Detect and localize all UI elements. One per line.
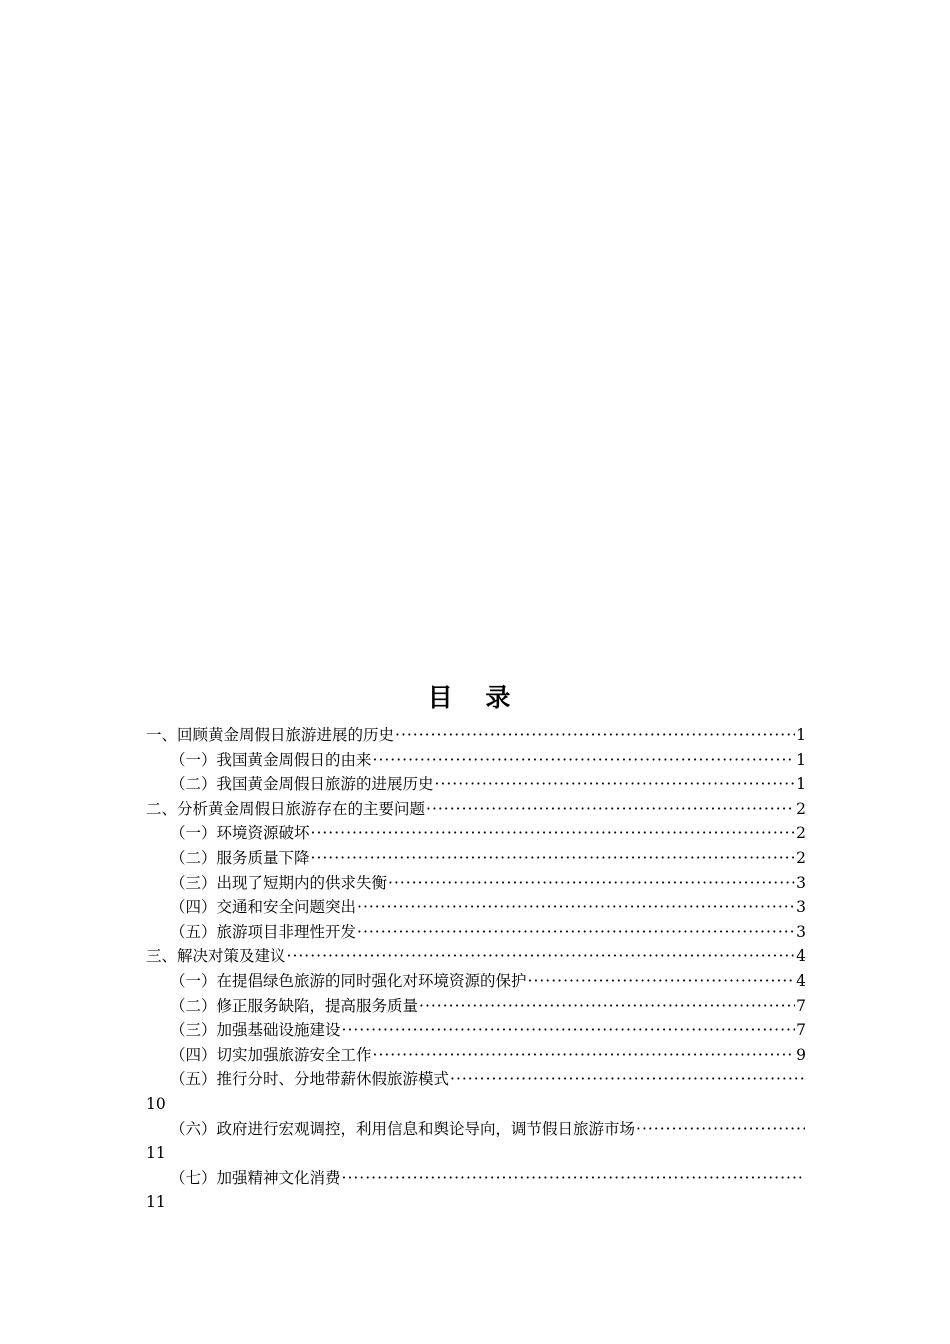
toc-entry-page: 1 xyxy=(796,750,806,769)
toc-entry[interactable] xyxy=(146,1043,806,1068)
toc-entry-label: （二）我国黄金周假日旅游的进展历史 xyxy=(170,775,434,794)
toc-entry[interactable] xyxy=(146,1117,806,1142)
toc-entry[interactable] xyxy=(146,723,806,748)
toc-entry-page: 11 xyxy=(146,1144,166,1163)
toc-entry-page: 1 xyxy=(796,726,806,744)
toc-entry-page: 7 xyxy=(796,996,806,1015)
toc-entry-page: 4 xyxy=(796,971,806,990)
toc-entry[interactable] xyxy=(146,748,806,773)
toc-entry[interactable] xyxy=(146,772,806,797)
toc-entry-label: 二、分析黄金周假日旅游存在的主要问题 xyxy=(146,799,426,818)
toc-entry[interactable] xyxy=(146,1067,806,1092)
toc-entry-page: 3 xyxy=(796,898,806,917)
toc-entry-label: （五）旅游项目非理性开发 xyxy=(170,922,357,941)
dot-leader xyxy=(357,920,795,945)
dot-leader xyxy=(373,748,796,773)
dot-leader xyxy=(287,944,796,969)
toc-entry[interactable] xyxy=(146,797,806,822)
toc-entry-label: （四）切实加强旅游安全工作 xyxy=(170,1045,372,1064)
toc-entry-page: 2 xyxy=(796,824,806,843)
toc-entry-page: 11 xyxy=(146,1193,166,1212)
toc-entry-page: 1 xyxy=(796,775,806,794)
toc-entry-label: 一、回顾黄金周假日旅游进展的历史 xyxy=(146,726,395,744)
toc-entry-page: 10 xyxy=(146,1094,166,1113)
toc-entry-page: 4 xyxy=(796,947,806,966)
toc-entry[interactable] xyxy=(146,871,806,896)
dot-leader xyxy=(342,1018,796,1043)
toc-entry[interactable] xyxy=(146,969,806,994)
toc-entry-label: （三）加强基础设施建设 xyxy=(170,1021,341,1040)
toc-entry-label: （六）政府进行宏观调控，利用信息和舆论导向，调节假日旅游市场 xyxy=(170,1119,636,1138)
toc-entry-label: （七）加强精神文化消费 xyxy=(170,1168,341,1187)
dot-leader xyxy=(311,846,796,871)
toc-entry-label: 三、解决对策及建议 xyxy=(146,947,286,966)
toc-entry-page: 2 xyxy=(796,799,806,818)
dot-leader xyxy=(357,895,795,920)
toc-entry[interactable] xyxy=(146,920,806,945)
toc-entry-label: （三）出现了短期内的供求失衡 xyxy=(170,873,388,892)
toc-entry[interactable] xyxy=(146,1018,806,1043)
toc-entry-label: （五）推行分时、分地带薪休假旅游模式 xyxy=(170,1070,450,1089)
table-of-contents xyxy=(146,723,806,1215)
toc-entry-label: （二）服务质量下降 xyxy=(170,848,310,867)
toc-entry-page: 7 xyxy=(796,1021,806,1040)
toc-title: 目 录 xyxy=(427,683,523,712)
dot-leader xyxy=(426,797,795,822)
dot-leader xyxy=(373,1043,796,1068)
dot-leader xyxy=(342,1166,805,1191)
toc-entry-page: 2 xyxy=(796,848,806,867)
toc-entry-page: 3 xyxy=(796,922,806,941)
toc-entry-label: （二）修正服务缺陷，提高服务质量 xyxy=(170,996,419,1015)
dot-leader xyxy=(450,1067,805,1092)
toc-entry[interactable] xyxy=(146,1166,806,1191)
toc-entry-label: （四）交通和安全问题突出 xyxy=(170,898,357,917)
dot-leader xyxy=(395,723,795,748)
toc-entry-label: （一）在提倡绿色旅游的同时强化对环境资源的保护 xyxy=(170,971,527,990)
dot-leader xyxy=(388,871,795,896)
toc-entry[interactable] xyxy=(146,895,806,920)
toc-entry[interactable] xyxy=(146,994,806,1019)
dot-leader xyxy=(419,994,795,1019)
toc-entry[interactable] xyxy=(146,846,806,871)
toc-entry-page: 9 xyxy=(796,1045,806,1064)
toc-entry[interactable] xyxy=(146,944,806,969)
toc-entry-page: 3 xyxy=(796,873,806,892)
toc-entry-label: （一）环境资源破坏 xyxy=(170,824,310,843)
toc-entry-label: （一）我国黄金周假日的由来 xyxy=(170,750,372,769)
dot-leader xyxy=(636,1117,805,1142)
dot-leader xyxy=(528,969,796,994)
dot-leader xyxy=(311,821,796,846)
dot-leader xyxy=(435,772,796,797)
toc-entry[interactable] xyxy=(146,821,806,846)
